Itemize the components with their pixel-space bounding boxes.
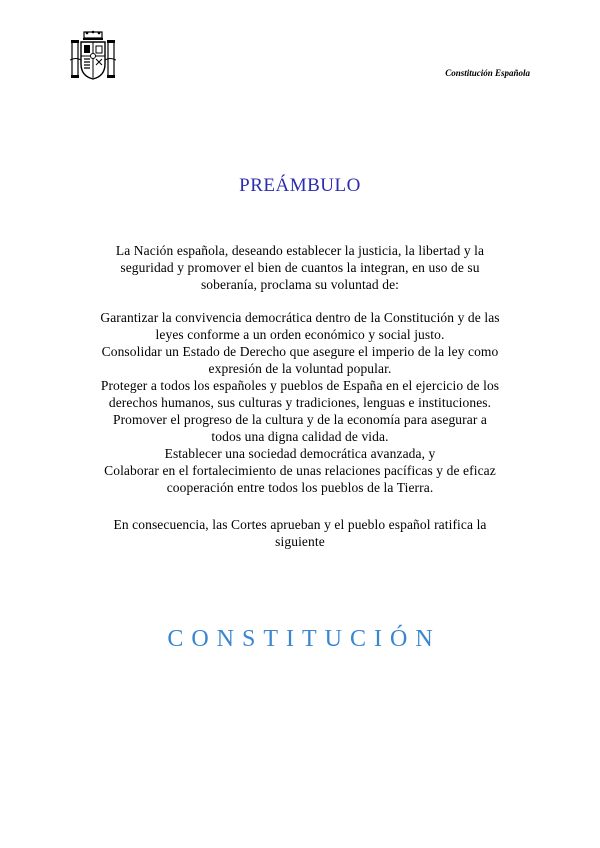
goal-line: derechos humanos, sus culturas y tradiciones, lenguas e instituciones. xyxy=(108,395,492,410)
goal-line: cooperación entre todos los pueblos de la Tierra. xyxy=(166,480,434,495)
preamble-intro xyxy=(60,242,540,293)
goal-line: Consolidar un Estado de Derecho que asegure el imperio de la ley como xyxy=(101,344,499,359)
goal-line: Colaborar en el fortalecimiento de unas relaciones pacíficas y de eficaz xyxy=(104,463,496,478)
preamble-goals xyxy=(60,309,540,496)
goal-line: Promover el progreso de la cultura y de la economía para asegurar a xyxy=(112,412,488,427)
preamble-closing xyxy=(60,516,540,550)
intro-line: seguridad y promover el bien de cuantos la integran, en uso de su xyxy=(120,260,480,275)
closing-line: En consecuencia, las Cortes aprueban y el pueblo español ratifica la xyxy=(113,517,487,532)
intro-line: La Nación española, deseando establecer la justicia, la libertad y la xyxy=(115,243,485,258)
document-header-title: Constitución Española xyxy=(445,68,530,78)
goal-line: leyes conforme a un orden económico y social justo. xyxy=(155,327,445,342)
page-header xyxy=(0,0,600,90)
goal-line: Proteger a todos los españoles y pueblos de España en el ejercicio de los xyxy=(100,378,500,393)
goal-line: Establecer una sociedad democrática avanzada, y xyxy=(164,446,436,461)
intro-line: soberanía, proclama su voluntad de: xyxy=(200,277,400,292)
preamble-title: PREÁMBULO xyxy=(239,175,361,196)
goal-line: todos una digna calidad de vida. xyxy=(211,429,389,444)
goal-line: Garantizar la convivencia democrática dentro de la Constitución y de las xyxy=(100,310,500,325)
coat-of-arms-icon xyxy=(70,30,116,82)
closing-line: siguiente xyxy=(275,534,325,549)
constitution-title: CONSTITUCIÓN xyxy=(167,626,441,652)
goal-line: expresión de la voluntad popular. xyxy=(208,361,392,376)
